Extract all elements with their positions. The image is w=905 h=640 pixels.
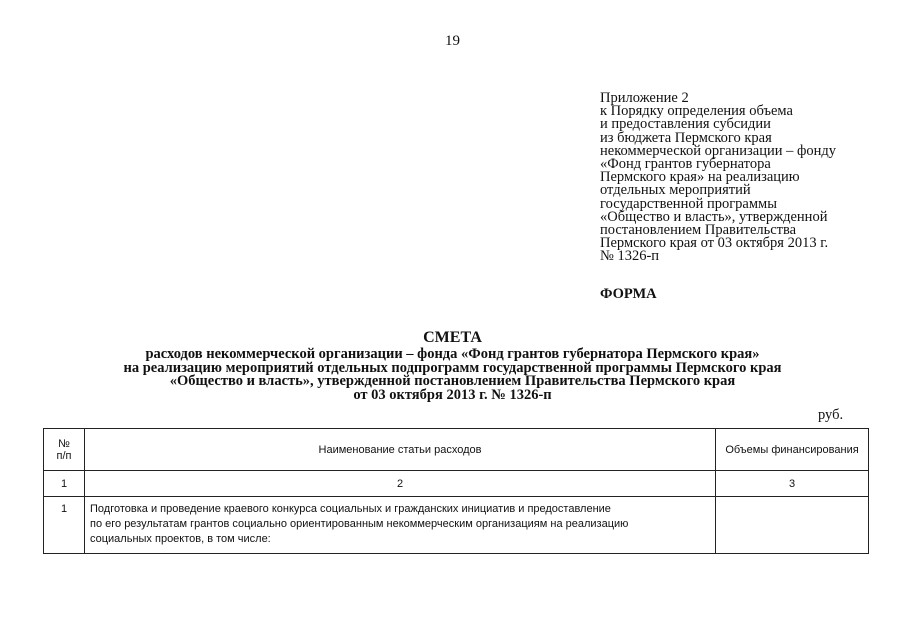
document-subtitle: [0, 348, 905, 402]
subtitle-line: на реализацию мероприятий отдельных подпрограмм государственной программы Пермского края: [123, 359, 782, 376]
column-number: 1: [44, 471, 85, 497]
appendix-line: и предоставления субсидии: [600, 116, 771, 133]
row-description-line: по его результатам грантов социально ориентированным некоммерческим организациям на реализацию: [90, 518, 629, 530]
estimate-table: [43, 428, 869, 554]
appendix-block: [600, 92, 890, 264]
appendix-line: Пермского края от 03 октября 2013 г.: [600, 235, 829, 252]
header-amount: Объемы финансирования: [716, 429, 869, 471]
header-name: Наименование статьи расходов: [85, 429, 716, 471]
appendix-line: к Порядку определения объема: [600, 103, 793, 120]
form-label: ФОРМА: [600, 286, 657, 302]
appendix-line: № 1326-п: [600, 248, 660, 265]
appendix-line: государственной программы: [600, 195, 777, 212]
appendix-line: «Общество и власть», утвержденной: [600, 208, 828, 225]
header-num: [44, 429, 85, 471]
row-description-line: Подготовка и проведение краевого конкурса социальных и гражданских инициатив и предоставление: [90, 503, 611, 515]
table-row: [44, 497, 869, 554]
appendix-line: из бюджета Пермского края: [600, 129, 772, 146]
document-title: СМЕТА: [423, 329, 482, 346]
subtitle-line: «Общество и власть», утвержденной постановлением Правительства Пермского края: [169, 373, 736, 389]
header-num-line: №: [58, 437, 70, 450]
appendix-line: постановлением Правительства: [600, 222, 797, 239]
page-number: 19: [445, 33, 460, 49]
table-header-row: [44, 429, 869, 471]
row-amount: [716, 497, 869, 554]
currency-unit: руб.: [818, 407, 844, 423]
appendix-line: Приложение 2: [600, 90, 689, 106]
subtitle-line: расходов некоммерческой организации – фонда «Фонд грантов губернатора Пермского края»: [145, 346, 760, 362]
column-number: 3: [716, 471, 869, 497]
row-description: [85, 497, 716, 554]
column-number: 2: [85, 471, 716, 497]
appendix-line: Пермского края» на реализацию: [600, 169, 800, 186]
appendix-line: отдельных мероприятий: [600, 182, 751, 199]
row-number: 1: [44, 497, 85, 554]
row-description-line: социальных проектов, в том числе:: [90, 533, 271, 545]
column-number-row: [44, 471, 869, 497]
subtitle-line: от 03 октября 2013 г. № 1326-п: [353, 386, 552, 403]
header-num-line: п/п: [56, 449, 72, 462]
appendix-line: «Фонд грантов губернатора: [600, 156, 771, 173]
appendix-line: некоммерческой организации – фонду: [600, 142, 837, 159]
